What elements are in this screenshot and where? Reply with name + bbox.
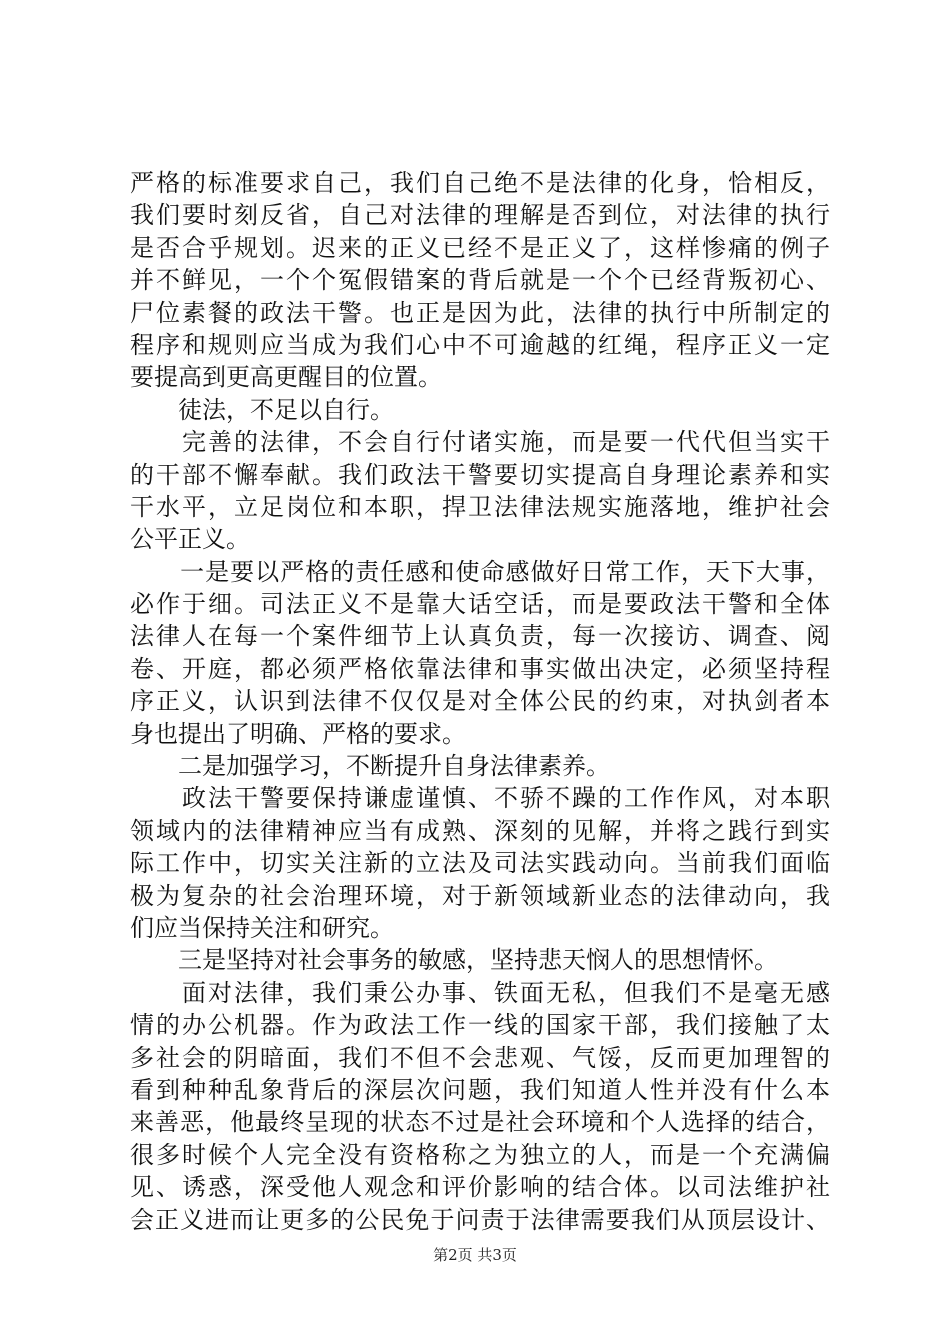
text-line: 多社会的阴暗面，我们不但不会悲观、气馁，反而更加理智的 [130,1043,830,1072]
text-line: 很多时候个人完全没有资格称之为独立的人，而是一个充满偏 [130,1140,830,1169]
text-line: 极为复杂的社会治理环境，对于新领域新业态的法律动向，我 [130,881,830,910]
text-line: 是否合乎规划。迟来的正义已经不是正义了，这样惨痛的例子 [130,233,830,262]
text-line: 干水平，立足岗位和本职，捍卫法律法规实施落地，维护社会 [130,492,830,521]
text-line: 严格的标准要求自己，我们自己绝不是法律的化身，恰相反， [130,169,830,197]
text-line: 并不鲜见，一个个冤假错案的背后就是一个个已经背叛初心、 [130,266,830,295]
text-line: 二是加强学习，不断提升自身法律素养。 [130,752,610,781]
text-line: 序正义，认识到法律不仅仅是对全体公民的约束，对执剑者本 [130,687,830,716]
text-line: 们应当保持关注和研究。 [130,913,394,942]
text-line: 程序和规则应当成为我们心中不可逾越的红绳，程序正义一定 [130,330,830,359]
text-line: 公平正义。 [130,525,250,554]
text-line: 面对法律，我们秉公办事、铁面无私，但我们不是毫无感 [130,978,830,1007]
text-line: 我们要时刻反省，自己对法律的理解是否到位，对法律的执行 [130,201,830,230]
text-line: 三是坚持对社会事务的敏感，坚持悲天悯人的思想情怀。 [130,946,778,975]
text-line: 徒法，不足以自行。 [130,395,394,424]
text-line: 必作于细。司法正义不是靠大话空话，而是要政法干警和全体 [130,590,830,619]
text-line: 尸位素餐的政法干警。也正是因为此，法律的执行中所制定的 [130,298,830,327]
text-line: 见、诱惑，深受他人观念和评价影响的结合体。以司法维护社 [130,1173,830,1202]
text-line: 看到种种乱象背后的深层次问题，我们知道人性并没有什么本 [130,1075,830,1104]
text-line: 要提高到更高更醒目的位置。 [130,363,442,392]
page-footer: 第2页 共3页 [433,1246,517,1264]
text-line: 完善的法律，不会自行付诸实施，而是要一代代但当实干 [130,428,830,457]
text-line: 政法干警要保持谦虚谨慎、不骄不躁的工作作风，对本职 [130,784,830,813]
text-line: 身也提出了明确、严格的要求。 [130,719,466,748]
text-line: 卷、开庭，都必须严格依靠法律和事实做出决定，必须坚持程 [130,654,830,683]
text-line: 一是要以严格的责任感和使命感做好日常工作，天下大事， [130,557,830,586]
text-line: 会正义进而让更多的公民免于问责于法律需要我们从顶层设计、 [130,1205,830,1234]
text-line: 来善恶，他最终呈现的状态不过是社会环境和个人选择的结合， [130,1108,830,1137]
text-line: 领域内的法律精神应当有成熟、深刻的见解，并将之践行到实 [130,816,830,845]
text-line: 的干部不懈奉献。我们政法干警要切实提高自身理论素养和实 [130,460,830,489]
text-line: 情的办公机器。作为政法工作一线的国家干部，我们接触了太 [130,1011,830,1040]
text-line: 法律人在每一个案件细节上认真负责，每一次接访、调查、阅 [130,622,830,651]
text-line: 际工作中，切实关注新的立法及司法实践动向。当前我们面临 [130,849,830,878]
document-body [130,167,830,1236]
